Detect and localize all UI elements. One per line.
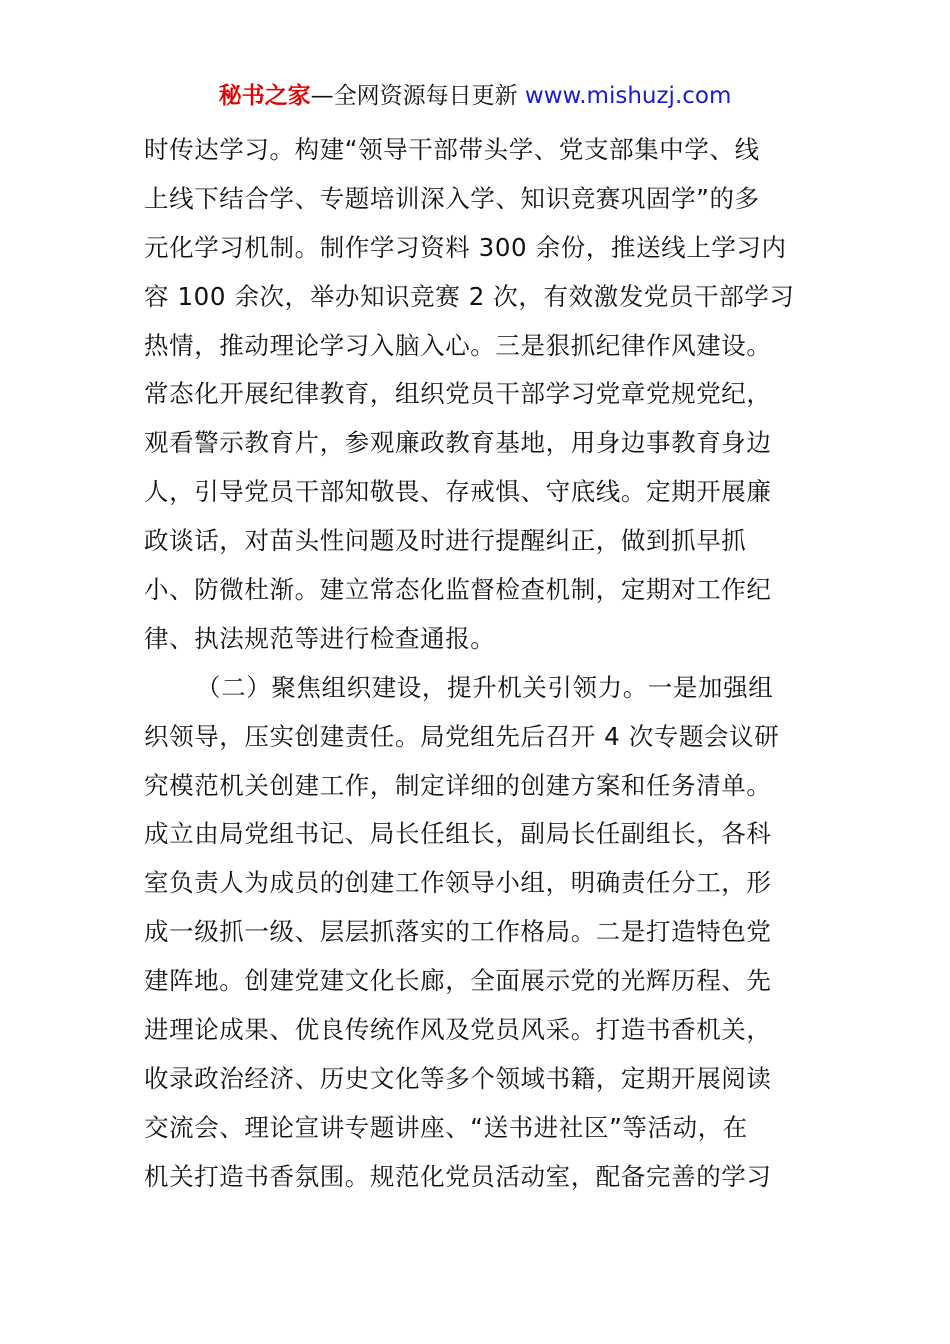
text-line: 建阵地。创建党建文化长廊，全面展示党的光辉历程、先 (144, 966, 772, 996)
text-line: 政谈话，对苗头性问题及时进行提醒纠正，做到抓早抓 (144, 526, 747, 556)
text-line: 交流会、理论宣讲专题讲座、“送书进社区”等活动，在 (144, 1112, 748, 1142)
text-line: 小、防微杜渐。建立常态化监督检查机制，定期对工作纪 (144, 575, 772, 605)
text-line: 热情，推动理论学习入脑入心。三是狠抓纪律作风建设。 (144, 330, 772, 360)
text-line: 上线下结合学、专题培训深入学、知识竞赛巩固学”的多 (144, 183, 760, 213)
document-body (144, 126, 816, 1202)
text-line: 观看警示教育片，参观廉政教育基地，用身边事教育身边 (144, 428, 772, 458)
text-line: 收录政治经济、历史文化等多个领域书籍，定期开展阅读 (144, 1063, 772, 1093)
header-slogan: —全网资源每日更新 (310, 83, 525, 109)
text-line: 成立由局党组书记、局长任组长，副局长任副组长，各科 (144, 819, 772, 849)
text-line: 室负责人为成员的创建工作领导小组，明确责任分工，形 (144, 868, 772, 898)
text-line: 究模范机关创建工作，制定详细的创建方案和任务清单。 (144, 770, 772, 800)
text-line: 成一级抓一级、层层抓落实的工作格局。二是打造特色党 (144, 917, 772, 947)
text-line: 人，引导党员干部知敬畏、存戒惧、守底线。定期开展廉 (144, 477, 772, 507)
brand-name: 秘书之家 (218, 83, 311, 109)
text-line: 容 100 余次，举办知识竞赛 2 次，有效激发党员干部学习 (144, 281, 795, 311)
text-line: 常态化开展纪律教育，组织党员干部学习党章党规党纪， (144, 379, 772, 409)
text-line: 织领导，压实创建责任。局党组先后召开 4 次专题会议研 (144, 721, 780, 751)
section-heading-line: （二）聚焦组织建设，提升机关引领力。一是加强组 (196, 672, 774, 702)
text-line: 元化学习机制。制作学习资料 300 余份，推送线上学习内 (144, 232, 787, 262)
site-url-link[interactable]: www.mishuzj.com (524, 83, 732, 109)
text-line: 进理论成果、优良传统作风及党员风采。打造书香机关， (144, 1015, 772, 1045)
text-line: 律、执法规范等进行检查通报。 (144, 623, 496, 653)
site-header (0, 80, 950, 112)
text-line: 时传达学习。构建“领导干部带头学、党支部集中学、线 (144, 135, 760, 164)
text-line: 机关打造书香氛围。规范化党员活动室，配备完善的学习 (144, 1161, 772, 1191)
